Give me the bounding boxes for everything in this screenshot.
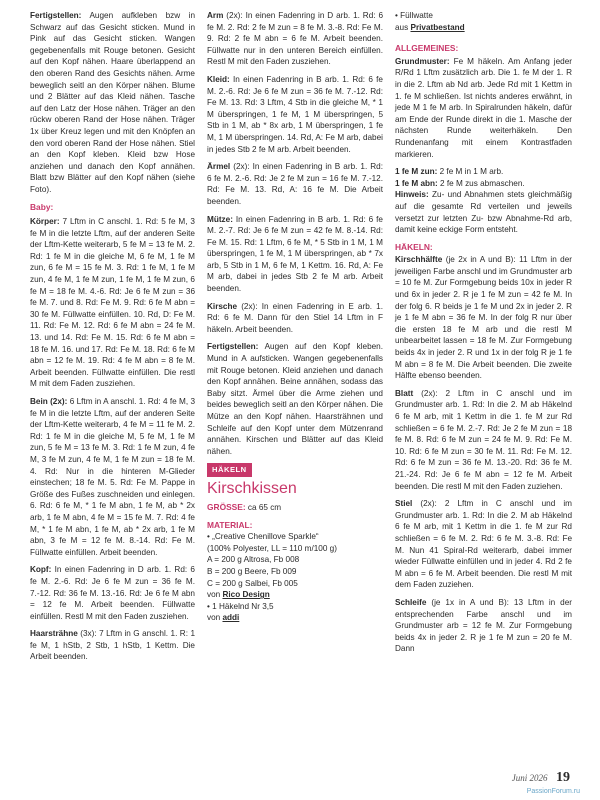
text-schleife: (je 1x in A und B): 13 Lftm in der entsprechenden Farbe anschl und im Grundmuster arb = 12 fe M. Zur Formgebung beids 4x in jeder 2. R je 1 fe M zun = 20 fe M. Dann — [395, 597, 572, 654]
text-decrease: 2 fe M zus abmaschen. — [440, 178, 525, 188]
paragraph-kleid — [207, 74, 383, 155]
text-stiel: (2x): 2 Lftm in C anschl und im Grundmuster arb. 1. Rd: In die 2. M ab Häkelnd 6 fe M arb, mit 1 Kettm in die 1. fe M zur Rd schließen = 6 fe M. 2. Rd: 6 fe M. 3.-8. Rd: Fe M. Nun 41 Spiral-Rd weiterarb, dabei immer wieder Füllwatte einfüllen und in jeder 4. Rd 2 fe M abn = 6 fe M. Arbeit beenden. Die restl M mit dem Faden zuziehen. — [395, 499, 572, 590]
text-kirsche: (2x): In einen Fadenring in E arb. 1. Rd: 6 fe M. Dann für den Stiel 14 Lftm in F häkeln. Arbeit beenden. — [207, 301, 383, 334]
text-hinweis: Zu- und Abnahmen stets gleichmäßig auf die gesamte Rd verteilen und jeweils versetzt zur letzten Zu- bzw Abnahme-Rd arb, damit keine eckige Form entsteht. — [395, 190, 572, 235]
label-fertigstellen-baby: Fertigstellen: — [207, 342, 259, 352]
text-fertigstellen-baby: Augen auf den Kopf kleben. Mund in A aufsticken. Wangen gegebenenfalls mit Rouge betonen. Kleid anziehen und danach den Kopf annähen. Beine annähen, sodass das Baby sitzt. Ärmel über die Arme ziehen und beides beweglich seitl an den Körper nähen. Die Mütze an den Kopf nähen. Haarsträhnen und Schleife auf den Kopf unter dem Mützenrand annähen. Kirschen und Blätter auf das Kleid nähen. — [207, 342, 384, 456]
label-groesse: GRÖSSE: — [207, 501, 246, 512]
label-increase: 1 fe M zun: — [395, 167, 438, 177]
label-kirschhaelfte: Kirschhälfte — [395, 255, 443, 265]
needle-line: • 1 Häkelnd Nr 3,5 — [207, 601, 274, 611]
paragraph-koerper — [30, 216, 195, 390]
label-blatt: Blatt — [395, 388, 414, 398]
paragraph-kirschhaelfte — [395, 254, 572, 382]
paragraph-stiel — [395, 498, 572, 591]
label-kopf: Kopf: — [30, 565, 52, 575]
section-title: Kirschkissen — [207, 479, 297, 497]
material-line-1: • „Creative Chenillove Sparkle“ — [207, 532, 319, 542]
label-fertigstellen: Fertigstellen: — [30, 11, 82, 20]
paragraph-schleife — [395, 597, 572, 655]
paragraph-grundmuster — [395, 56, 572, 160]
category-tag: HÄKELN — [207, 463, 252, 477]
label-haarstraehne: Haarsträhne — [30, 629, 78, 639]
value-groesse: ca 65 cm — [247, 502, 282, 512]
text-increase: 2 fe M in 1 M arb. — [439, 167, 504, 177]
paragraph-arm — [207, 10, 383, 68]
text-fertigstellen: Augen aufkleben bzw in Schwarz auf das Gesicht sticken. Mund in Pink auf das Gesicht sticken. Wangen gegebenenfalls mit Rouge betonen. Gesicht auf den Kopf nähen. Haare überlappend an den oberen Rand des Gesichts nähen. Arme beweglich seitl an den Körper nähen. Blume und 2 Blätter auf das Kleid nähen. Tasche auf den Latz der Hose nähen. Träger an den rückw oberen Rand der Hose nähen. Träger 1x über Kreuz legen und mit den Knöpfen an den vord oberen Rand der Hose nähen. Stiel an den Kopf kleben. Kleid bzw Hose anziehen und danach den Kopf annähen. Blatt bzw Blätter auf den Kopf nähen (siehe Foto). — [30, 11, 195, 194]
material-line-3: A = 200 g Altrosa, Fb 008 — [207, 555, 300, 565]
rule-increase — [395, 166, 572, 178]
label-bein: Bein (2x): — [30, 397, 68, 406]
label-stiel: Stiel — [395, 499, 413, 509]
text-blatt: (2x): 2 Lftm in C anschl und im Grundmuster arb. 1. Rd: In die 2. M ab Häkelnd 6 fe M arb, mit 1 Kettm in die 1. fe M zur Rd schließen = 6 fe M. 2.-7. Rd: Je 2 fe M zun = 18 fe M. 8. Rd: 6 fe M zun = 24 fe M. 9. Rd: Fe M. 10. Rd: 6 fe M zun = 30 fe M. 11. Rd: Fe M. 12. Rd: 6 fe M zun = 36 fe M. 13.-20. Rd: 36 fe M. 21.-24. Rd: Je 6 fe M abn = 12 fe M. Arbeit beenden. Die restl M mit den Faden zuziehen. — [395, 388, 572, 491]
text-koerper: 7 Lftm in C anschl. 1. Rd: 5 fe M, 3 fe M in die letzte Lftm, auf der anderen Seite der Lftm-Kette weiterarb, 5 fe M = 13 fe M. 2. Rd: 1 fe M in die gleiche M, 6 fe M, 1 fe M zun, 6 fe M = 15 fe M. 3. Rd: 1 fe M, 1 fe M zun, 4 fe M, 1 fe M zun, 1 fe M, 1 fe M zun, 6 fe M = 18 fe M. 4.-6. Rd: Je 6 fe M zun = 36 fe M. 7. und 8. Rd: Fe M. 9. Rd: 6 fe M abn = 30 fe M. Füllwatte einfüllen. 10. Rd, D: Fe M. 11. Rd: Fe M. 12. Rd: 6 fe M abn = 24 fe M. 13. und 14. Rd: Fe M. 15. Rd: 6 fe M abn = 18 fe M. 16. und 17. Rd: Fe M. 18. Rd: 6 fe M abn = 12 fe M. 19. Rd: 4 fe M abn = 8 fe M. Arbeit beenden. Füllwatte einfüllen. Die restl M mit dem Faden zusziehen. — [30, 217, 195, 389]
supplier-brand-1: Rico Design — [222, 590, 270, 600]
label-hinweis: Hinweis: — [395, 190, 429, 200]
page-number: 19 — [556, 770, 570, 785]
section-banner — [207, 463, 383, 498]
paragraph-fertigstellen-baby — [207, 341, 383, 457]
text-grundmuster: Fe M häkeln. Am Anfang jeder R/Rd 1 Lftm zusätzlich arb. Die 1. fe M der 1. R in die 2. Lftm ab Nd arb. Jede Rd mit 1 Kettm in 1. fe M schließen. Ist nichts anderes erwähnt, in jede M 1 fe M arb. In Spiralrunden häkeln, dafür am Ende der Runde direkt in die 1. Masche der nächsten Runde weiterhäkeln. Den Rundenanfang mit einem Kontrastfaden markieren. — [395, 56, 572, 159]
paragraph-kopf — [30, 564, 195, 622]
paragraph-muetze — [207, 214, 383, 295]
supplier-prefix-1: von — [207, 590, 221, 600]
supplier-line-1 — [207, 589, 383, 601]
issue-month: Juni 2026 — [511, 773, 548, 783]
label-muetze: Mütze: — [207, 214, 233, 224]
paragraph-fertigstellen — [30, 10, 195, 196]
label-arm: Arm — [207, 11, 224, 20]
column-2 — [207, 10, 383, 624]
text-kleid: In einen Fadenring in B arb. 1. Rd: 6 fe M. 2.-6. Rd: Je 6 fe M zun = 36 fe M. 7.-12. Rd: Fe M. 13. Rd: 3 Lftm, 4 Stb in die gleiche M, * 1 M überspringen, 1 fe M, 1 M überspringen, 5 Stb in 1 M, ab * 8x arb, 1 M überspringen, 1 fe M, 1 M überspringen. 14. Rd, A: Fe M arb, dabei in jedes Stb 2 fe M arb. Arbeit beenden. — [207, 74, 383, 154]
paragraph-aermel — [207, 161, 383, 207]
column-3 — [395, 10, 572, 661]
text-muetze: In einen Fadenring in B arb. 1. Rd: 6 fe M. 2.-7. Rd: Je 6 fe M zun = 42 fe M. 8.-14. Rd: Fe M. 15. Rd: 1 Lftm, 6 fe M, * 5 Stb in 1 M, 1 M überspringen, 1 fe M, 1 M überspringen, ab * 7x arb, 5 Stb in 1 M, 6 fe M, 1 Kettm. 16. Rd, A: Fe M arb, dabei in jedes Stb 2 fe M arb. Arbeit beenden. — [207, 214, 383, 294]
text-haarstraehne: (3x): 7 Lftm in G anschl. 1. R: 1 fe M, 1 hStb, 2 Stb, 1 hStb, 1 Kettm. Die Arbeit beenden. — [30, 629, 195, 662]
text-aermel: (2x): In einen Fadenring in B arb. 1. Rd: 6 fe M. 2.-6. Rd: Je 2 fe M zun = 16 fe M. 7.-12. Rd: Fe M. 13. Rd, A: 16 fe M. Die Arbeit beenden. — [207, 162, 383, 206]
label-decrease: 1 fe M abn: — [395, 178, 438, 188]
paragraph-blatt — [395, 388, 572, 492]
supplier-prefix-2: von — [207, 613, 221, 623]
column-1 — [30, 10, 195, 669]
label-aermel: Ärmel — [207, 162, 231, 172]
supplier-line-2 — [207, 612, 383, 624]
text-arm: (2x): In einen Fadenring in D arb. 1. Rd: 6 fe M. 2. Rd: 2 fe M zun = 8 fe M. 3.-8. Rd: Fe M. 9. Rd: 2 fe M abn = 6 fe M. Arbeit beenden. Füllwatte nur in den unteren Bereich einfüllen. Restl M mit den Faden zusziehen. — [207, 11, 384, 67]
heading-baby: Baby: — [30, 201, 54, 212]
filling-line: • Füllwatte — [395, 11, 433, 20]
paragraph-kirsche — [207, 301, 383, 336]
supplier-line-3 — [395, 22, 572, 34]
label-grundmuster: Grundmuster: — [395, 56, 450, 66]
text-bein: 6 Lftm in A anschl. 1. Rd: 4 fe M, 3 fe M in die letzte Lftm, auf der anderen Seite der Lftm-Kette weiterarb, 4 fe M = 11 fe M. 2. Rd: 1 fe M in die gleiche M, 5 fe M, 1 fe M zun, 5 fe M = 13 fe M. 3. Rd: 1 fe M zun, 4 fe M, 3 fe M zun, 4 fe M, 1 fe M zun = 18 fe M. 4. Rd: Nur in die hinteren M-Glieder einstechen; 18 fe M. 5. Rd: Fe M. Pappe in Größe des Fußes zuschneiden und einlegen. 6. Rd: 6 fe M, * 1 fe M abn, 1 fe M, ab * 2x arb, 1 fe M abn, 4 fe M = 15 fe M. 7. Rd: 4 fe M, * 1 fe M abn, 1 fe M, ab * 2x arb, 1 fe M abn, 3 fe M = 12 fe M. 8.-14. Rd: Fe M. Füllwatte einfüllen. Arbeit beenden. — [30, 397, 195, 557]
text-kirschhaelfte: (je 2x in A und B): 11 Lftm in der jeweiligen Farbe anschl und im Grundmuster arb = 10 fe M. Zur Formgebung beids 10x in jeder R und 6x in jeder 2. R je 1 fe M zun = 42 fe M. In der folg 6. R beids je 1 fe M und 2x in jeder 2. R je 1 fe M abn = 36 fe M. In der folg R nur über die ersten 18 fe M arb und die restl M unbearbeitet lassen = 18 fe M. Zur Formgebung beids 4x in jeder 2. R und 1x in der folg R je 1 fe M abn = 8 fe M. Die Arbeit beenden. Die zweite Hälfte ebenso beenden. — [395, 255, 572, 381]
label-koerper: Körper: — [30, 217, 60, 227]
paragraph-hinweis — [395, 189, 572, 235]
material-line-4: B = 200 g Beere, Fb 009 — [207, 566, 297, 576]
rule-decrease — [395, 178, 572, 190]
text-kopf: In einen Fadenring in D arb. 1. Rd: 6 fe M. 2.-6. Rd: Je 6 fe M zun = 36 fe M. 7.-12. Rd: 36 fe M. 13.-16. Rd: Je 6 fe M abn = 12 fe M. Arbeit beenden. Füllwatte einfüllen. Restl M mit den Faden zusziehen. — [30, 565, 195, 621]
label-kirsche: Kirsche — [207, 301, 238, 311]
material-line-5: C = 200 g Salbei, Fb 005 — [207, 578, 298, 588]
paragraph-haarstraehne — [30, 628, 195, 663]
material-line-2: (100% Polyester, LL = 110 m/100 g) — [207, 543, 337, 553]
label-kleid: Kleid: — [207, 74, 230, 84]
heading-haekeln: HÄKELN: — [395, 241, 433, 252]
supplier-brand-3: Privatbestand — [410, 22, 465, 32]
label-material: MATERIAL: — [207, 519, 253, 530]
paragraph-bein — [30, 396, 195, 558]
page-footer — [470, 768, 570, 786]
heading-allgemeines: ALLGEMEINES: — [395, 43, 459, 54]
watermark: PassionForum.ru — [526, 788, 580, 795]
supplier-prefix-3: aus — [395, 22, 409, 32]
size-line — [207, 502, 383, 514]
label-schleife: Schleife — [395, 597, 427, 607]
supplier-brand-2: addi — [222, 613, 240, 623]
